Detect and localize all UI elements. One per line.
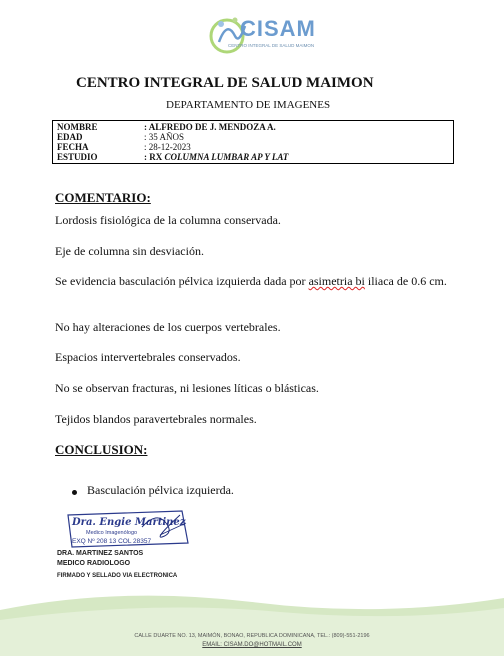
footer-address: CALLE DUARTE NO. 13, MAIMÓN, BONAO, REPUBLICA DOMINICANA, TEL.: (809)-551-2196 xyxy=(134,633,370,639)
patient-study-row xyxy=(57,152,453,162)
comment-heading: COMENTARIO: xyxy=(55,190,151,205)
study-label: ESTUDIO xyxy=(57,152,98,162)
patient-age-row xyxy=(57,132,453,142)
patient-name-row xyxy=(57,122,453,132)
bullet-icon xyxy=(72,490,77,495)
stamp-code: EXQ Nº 208 13 COL 28357 xyxy=(72,538,152,545)
comment-text: iliaca de 0.6 cm. xyxy=(364,274,447,288)
study-name: COLUMNA LUMBAR AP Y LAT xyxy=(164,152,289,162)
signature-note: FIRMADO Y SELLADO VIA ELECTRONICA xyxy=(57,573,178,579)
comment-paragraph xyxy=(55,273,455,290)
page-title: CENTRO INTEGRAL DE SALUD MAIMON xyxy=(76,75,374,91)
study-prefix: : RX xyxy=(144,152,165,162)
comment-paragraph: No se observan fracturas, ni lesiones líticas o blásticas. xyxy=(55,381,319,395)
patient-date-row xyxy=(57,142,453,152)
signer-name: DRA. MARTINEZ SANTOS xyxy=(57,550,144,557)
department-title: DEPARTAMENTO DE IMAGENES xyxy=(166,99,331,111)
signer-role: MEDICO RADIOLOGO xyxy=(57,560,131,567)
comment-paragraph: Tejidos blandos paravertebrales normales. xyxy=(55,412,257,426)
study-value xyxy=(144,152,288,162)
stamp-title: Medico Imagenólogo xyxy=(86,530,138,536)
age-value: : 35 AÑOS xyxy=(144,132,185,142)
logo-subtitle: CENTRO INTEGRAL DE SALUD MAIMON xyxy=(228,43,315,48)
patient-info-box xyxy=(52,120,454,164)
comment-paragraph: Eje de columna sin desviación. xyxy=(55,244,204,258)
date-label: FECHA xyxy=(57,142,89,152)
name-label: NOMBRE xyxy=(57,122,98,132)
footer-email: EMAIL: CISAM.DO@HOTMAIL.COM xyxy=(202,642,302,648)
date-value: : 28-12-2023 xyxy=(144,142,191,152)
spellcheck-word: asimetria bi xyxy=(308,274,365,288)
age-label: EDAD xyxy=(57,132,83,142)
comment-paragraph: Espacios intervertebrales conservados. xyxy=(55,350,241,364)
logo-text: CISAM xyxy=(240,16,316,41)
signature-stamp-icon xyxy=(62,509,194,549)
name-value: : ALFREDO DE J. MENDOZA A. xyxy=(144,122,276,132)
comment-paragraph: No hay alteraciones de los cuerpos vertebrales. xyxy=(55,320,281,334)
comment-text: Se evidencia basculación pélvica izquierda dada por xyxy=(55,274,309,288)
comment-paragraph: Lordosis fisiológica de la columna conservada. xyxy=(55,213,281,227)
conclusion-item: Basculación pélvica izquierda. xyxy=(87,483,234,497)
stamp-name: Dra. Engie Martinez xyxy=(72,517,186,528)
conclusion-heading: CONCLUSION: xyxy=(55,442,148,457)
